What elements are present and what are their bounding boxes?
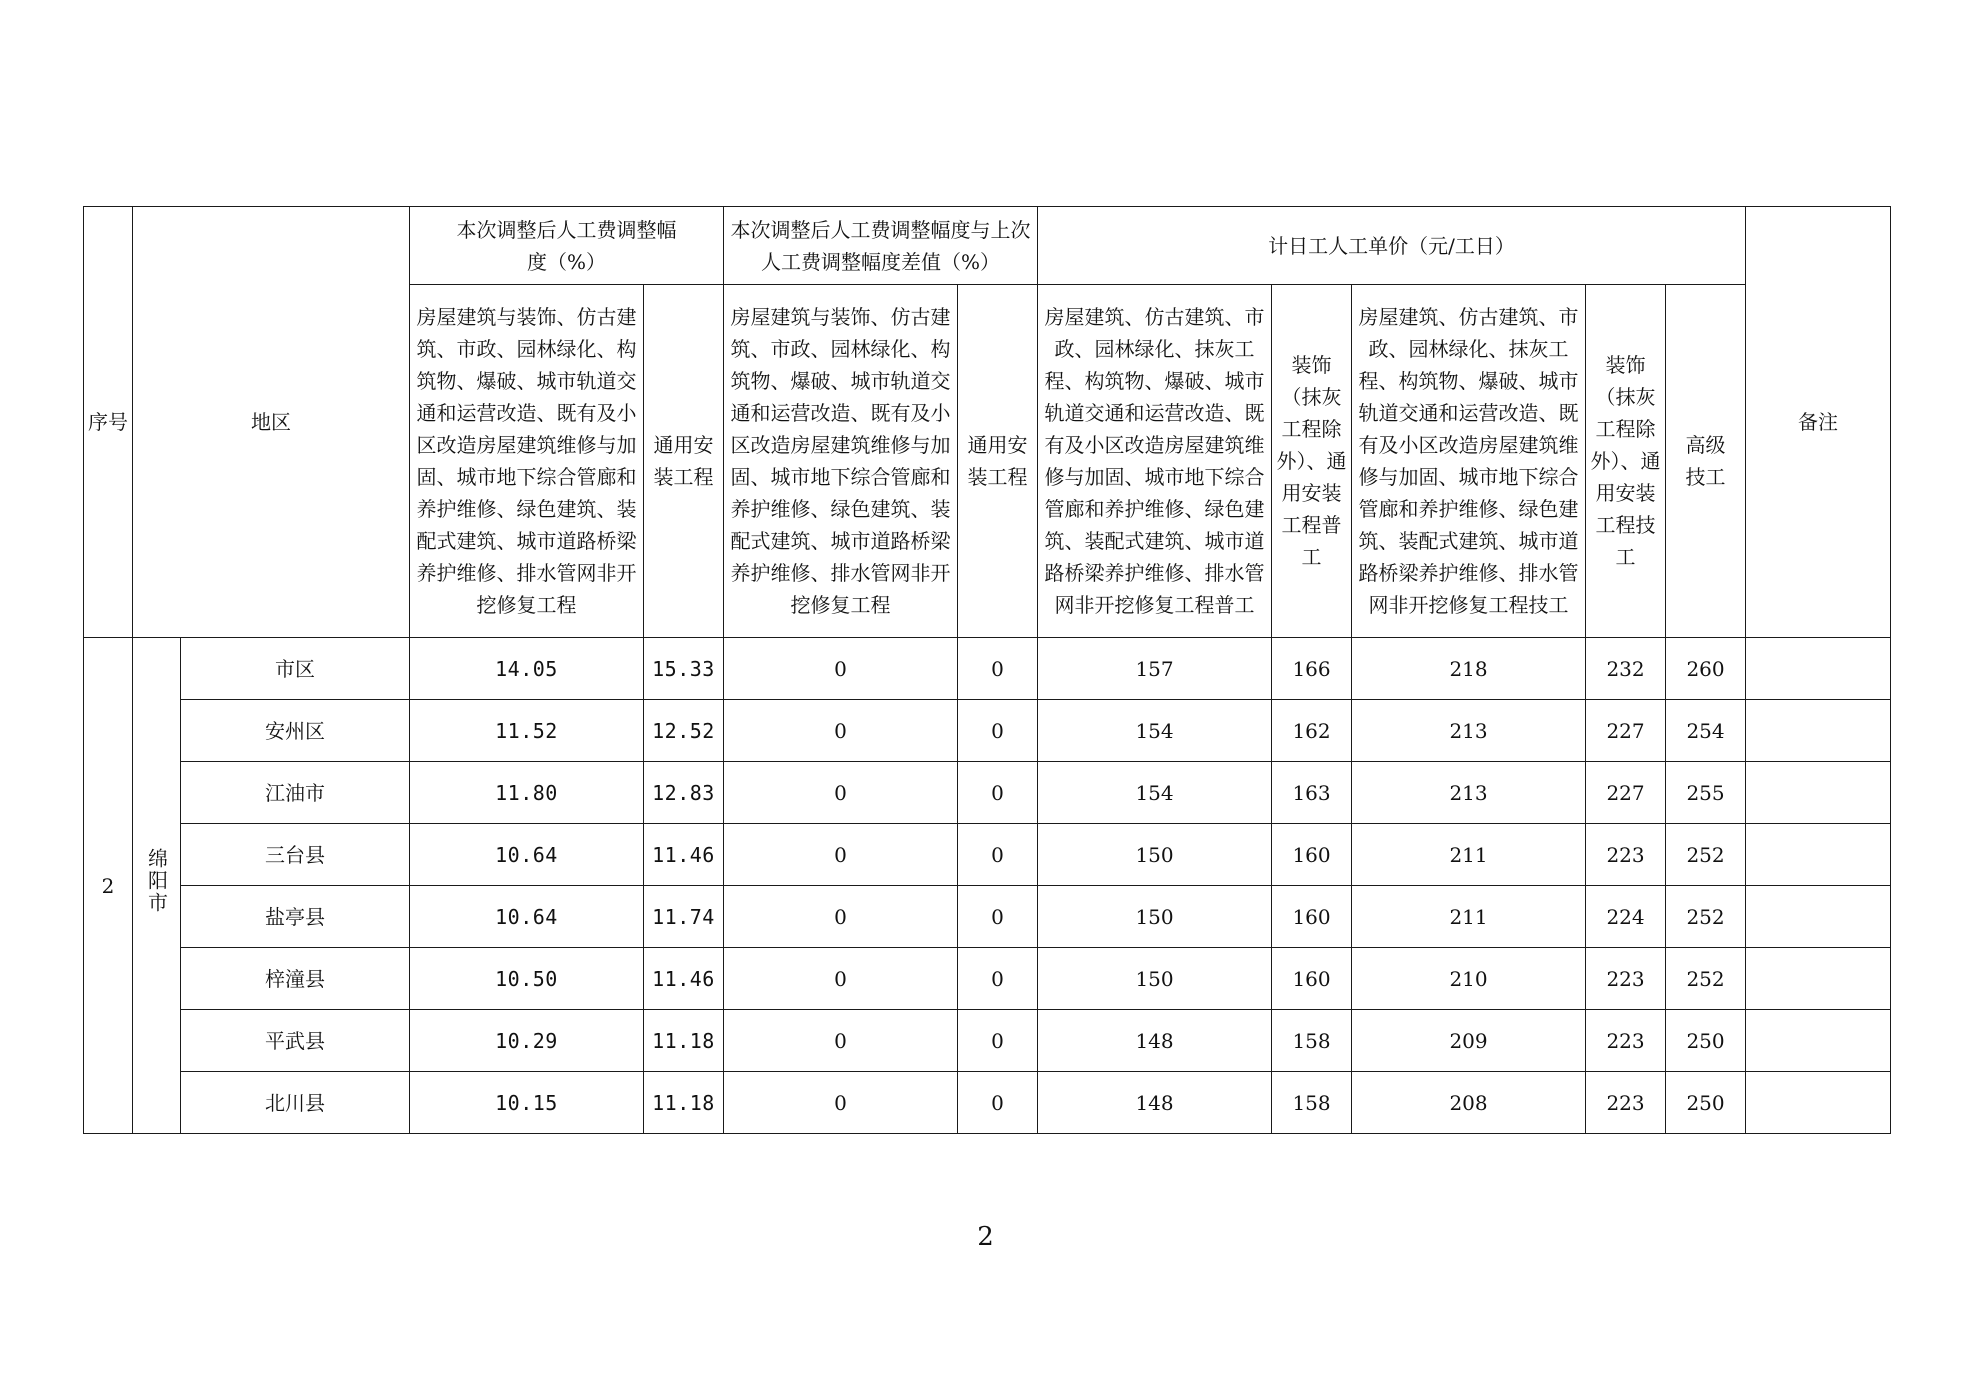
header-g3-decoration-technician: 装饰（抹灰工程除外）、通用安装工程技工 <box>1586 285 1666 638</box>
value-cell: 0 <box>958 638 1038 700</box>
value-cell: 223 <box>1586 1010 1666 1072</box>
table-row <box>84 886 1891 948</box>
district-cell: 三台县 <box>181 824 410 886</box>
value-cell: 10.29 <box>410 1010 644 1072</box>
value-cell: 0 <box>958 886 1038 948</box>
value-cell: 223 <box>1586 824 1666 886</box>
value-cell: 11.18 <box>644 1072 724 1134</box>
header-group-daily-price: 计日工人工单价（元/工日） <box>1038 207 1746 285</box>
value-cell: 254 <box>1666 700 1746 762</box>
table-row <box>84 762 1891 824</box>
district-cell: 梓潼县 <box>181 948 410 1010</box>
value-cell: 12.52 <box>644 700 724 762</box>
value-cell: 213 <box>1352 762 1586 824</box>
remark-cell <box>1746 1010 1891 1072</box>
value-cell: 11.46 <box>644 948 724 1010</box>
table-row <box>84 1010 1891 1072</box>
value-cell: 157 <box>1038 638 1272 700</box>
value-cell: 260 <box>1666 638 1746 700</box>
remark-cell <box>1746 762 1891 824</box>
value-cell: 224 <box>1586 886 1666 948</box>
value-cell: 0 <box>958 1010 1038 1072</box>
value-cell: 0 <box>958 824 1038 886</box>
header-group-rate-diff: 本次调整后人工费调整幅度与上次人工费调整幅度差值（%） <box>724 207 1038 285</box>
value-cell: 252 <box>1666 824 1746 886</box>
value-cell: 11.80 <box>410 762 644 824</box>
value-cell: 0 <box>724 762 958 824</box>
value-cell: 211 <box>1352 824 1586 886</box>
header-g3-technician: 房屋建筑、仿古建筑、市政、园林绿化、抹灰工程、构筑物、爆破、城市轨道交通和运营改造、既有及小区改造房屋建筑维修与加固、城市地下综合管廊和养护维修、绿色建筑、装配式建筑、城市道路桥梁养护维修、排水管网非开挖修复工程技工 <box>1352 285 1586 638</box>
value-cell: 11.74 <box>644 886 724 948</box>
value-cell: 0 <box>724 700 958 762</box>
header-g1-install: 通用安装工程 <box>644 285 724 638</box>
value-cell: 14.05 <box>410 638 644 700</box>
value-cell: 210 <box>1352 948 1586 1010</box>
value-cell: 0 <box>724 1072 958 1134</box>
value-cell: 227 <box>1586 700 1666 762</box>
value-cell: 227 <box>1586 762 1666 824</box>
value-cell: 11.52 <box>410 700 644 762</box>
city-label: 绵阳市 <box>144 848 169 914</box>
value-cell: 218 <box>1352 638 1586 700</box>
remark-cell <box>1746 886 1891 948</box>
value-cell: 150 <box>1038 824 1272 886</box>
district-cell: 安州区 <box>181 700 410 762</box>
value-cell: 223 <box>1586 948 1666 1010</box>
value-cell: 0 <box>958 948 1038 1010</box>
header-g2-building: 房屋建筑与装饰、仿古建筑、市政、园林绿化、构筑物、爆破、城市轨道交通和运营改造、既有及小区改造房屋建筑维修与加固、城市地下综合管廊和养护维修、绿色建筑、装配式建筑、城市道路桥梁养护维修、排水管网非开挖修复工程 <box>724 285 958 638</box>
district-cell: 北川县 <box>181 1072 410 1134</box>
value-cell: 0 <box>724 886 958 948</box>
value-cell: 154 <box>1038 762 1272 824</box>
value-cell: 166 <box>1272 638 1352 700</box>
value-cell: 158 <box>1272 1010 1352 1072</box>
value-cell: 10.64 <box>410 824 644 886</box>
header-row-top <box>84 207 1891 285</box>
header-g3-decoration-worker: 装饰（抹灰工程除外）、通用安装工程普工 <box>1272 285 1352 638</box>
value-cell: 148 <box>1038 1010 1272 1072</box>
header-g3-senior-technician: 高级技工 <box>1666 285 1746 638</box>
labor-cost-table <box>83 206 1891 1134</box>
value-cell: 162 <box>1272 700 1352 762</box>
value-cell: 160 <box>1272 824 1352 886</box>
table-row <box>84 1072 1891 1134</box>
page-number: 2 <box>977 1222 994 1252</box>
district-cell: 市区 <box>181 638 410 700</box>
header-g3-general-worker: 房屋建筑、仿古建筑、市政、园林绿化、抹灰工程、构筑物、爆破、城市轨道交通和运营改造、既有及小区改造房屋建筑维修与加固、城市地下综合管廊和养护维修、绿色建筑、装配式建筑、城市道路桥梁养护维修、排水管网非开挖修复工程普工 <box>1038 285 1272 638</box>
district-cell: 平武县 <box>181 1010 410 1072</box>
value-cell: 11.18 <box>644 1010 724 1072</box>
value-cell: 158 <box>1272 1072 1352 1134</box>
header-g1-building: 房屋建筑与装饰、仿古建筑、市政、园林绿化、构筑物、爆破、城市轨道交通和运营改造、既有及小区改造房屋建筑维修与加固、城市地下综合管廊和养护维修、绿色建筑、装配式建筑、城市道路桥梁养护维修、排水管网非开挖修复工程 <box>410 285 644 638</box>
value-cell: 211 <box>1352 886 1586 948</box>
value-cell: 255 <box>1666 762 1746 824</box>
header-seq: 序号 <box>84 207 133 638</box>
table-row <box>84 638 1891 700</box>
remark-cell <box>1746 948 1891 1010</box>
value-cell: 0 <box>724 638 958 700</box>
value-cell: 160 <box>1272 886 1352 948</box>
value-cell: 154 <box>1038 700 1272 762</box>
value-cell: 250 <box>1666 1010 1746 1072</box>
value-cell: 10.50 <box>410 948 644 1010</box>
district-cell: 盐亭县 <box>181 886 410 948</box>
value-cell: 0 <box>958 700 1038 762</box>
value-cell: 15.33 <box>644 638 724 700</box>
value-cell: 250 <box>1666 1072 1746 1134</box>
value-cell: 0 <box>724 824 958 886</box>
header-region: 地区 <box>133 207 410 638</box>
value-cell: 10.15 <box>410 1072 644 1134</box>
remark-cell <box>1746 700 1891 762</box>
value-cell: 150 <box>1038 886 1272 948</box>
header-remarks: 备注 <box>1746 207 1891 638</box>
value-cell: 209 <box>1352 1010 1586 1072</box>
value-cell: 160 <box>1272 948 1352 1010</box>
value-cell: 163 <box>1272 762 1352 824</box>
table-row <box>84 824 1891 886</box>
value-cell: 0 <box>958 762 1038 824</box>
header-group-adjust-rate: 本次调整后人工费调整幅度（%） <box>410 207 724 285</box>
value-cell: 232 <box>1586 638 1666 700</box>
value-cell: 11.46 <box>644 824 724 886</box>
district-cell: 江油市 <box>181 762 410 824</box>
value-cell: 0 <box>724 1010 958 1072</box>
value-cell: 0 <box>724 948 958 1010</box>
value-cell: 148 <box>1038 1072 1272 1134</box>
table-row <box>84 948 1891 1010</box>
value-cell: 208 <box>1352 1072 1586 1134</box>
value-cell: 252 <box>1666 948 1746 1010</box>
city-cell <box>133 638 181 1134</box>
value-cell: 10.64 <box>410 886 644 948</box>
remark-cell <box>1746 1072 1891 1134</box>
value-cell: 213 <box>1352 700 1586 762</box>
seq-cell: 2 <box>84 638 133 1134</box>
remark-cell <box>1746 824 1891 886</box>
remark-cell <box>1746 638 1891 700</box>
value-cell: 150 <box>1038 948 1272 1010</box>
table-row <box>84 700 1891 762</box>
value-cell: 252 <box>1666 886 1746 948</box>
value-cell: 0 <box>958 1072 1038 1134</box>
value-cell: 223 <box>1586 1072 1666 1134</box>
value-cell: 12.83 <box>644 762 724 824</box>
header-g2-install: 通用安装工程 <box>958 285 1038 638</box>
